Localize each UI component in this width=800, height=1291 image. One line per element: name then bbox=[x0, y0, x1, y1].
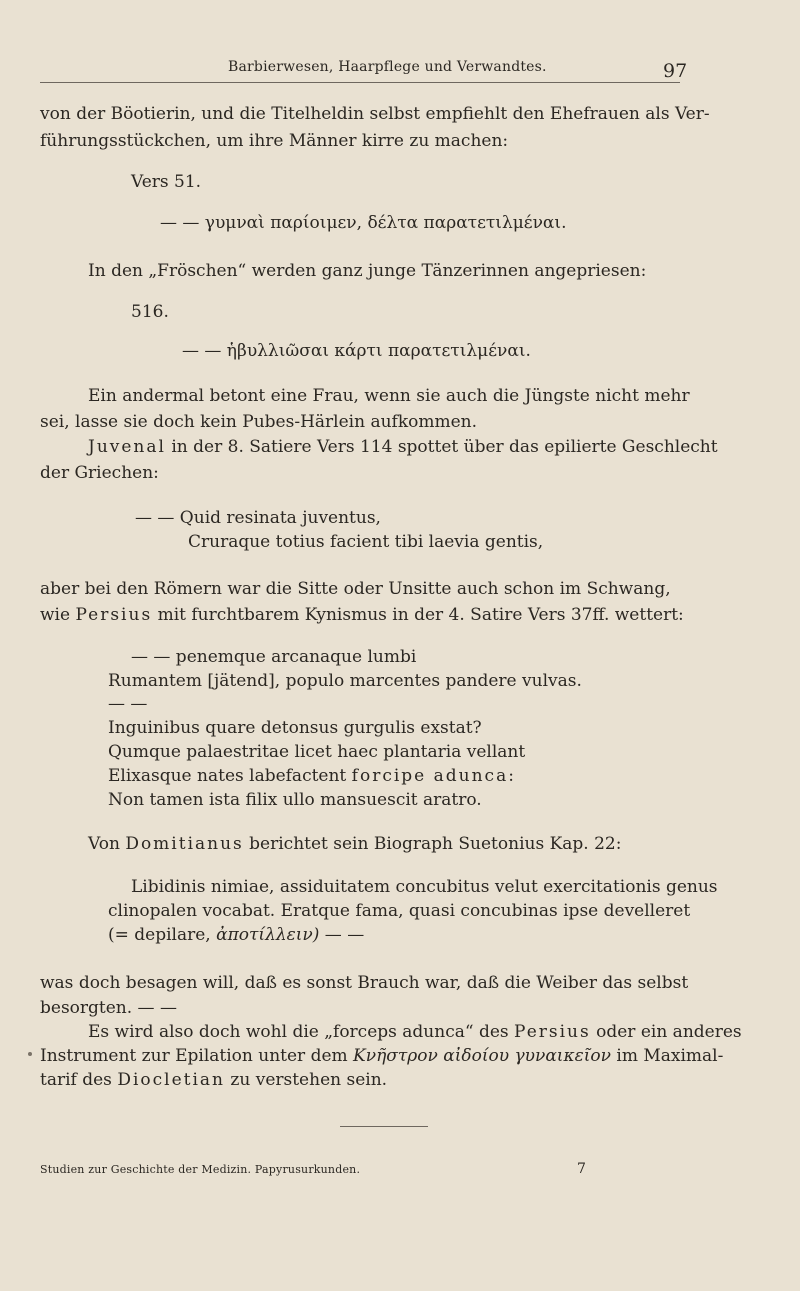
quote-3-line-1: — — Quid resinata juventus, bbox=[135, 508, 381, 528]
author-name-domitianus: Domitianus bbox=[125, 834, 244, 854]
paragraph-3-line-2: sei, lasse sie doch kein Pubes-Härlein aufkommen. bbox=[40, 412, 478, 432]
paragraph-7-line-2: besorgten. — — bbox=[40, 998, 177, 1018]
author-name-persius: Persius bbox=[75, 605, 153, 625]
margin-dot bbox=[28, 1052, 32, 1056]
footer-rule bbox=[340, 1126, 428, 1127]
paragraph-7-line-1: was doch besagen will, daß es sonst Brauch war, daß die Weiber das selbst bbox=[40, 973, 689, 993]
quote-2-reference: 516. bbox=[131, 302, 169, 322]
paragraph-8-line-1: Es wird also doch wohl die „forceps adunca“ des Persius oder ein anderes bbox=[88, 1022, 742, 1042]
quote-4-line-1: — — penemque arcanaque lumbi bbox=[131, 647, 417, 667]
paragraph-8-line-3: tarif des Diocletian zu verstehen sein. bbox=[40, 1070, 388, 1090]
author-name-persius-2: Persius bbox=[514, 1022, 591, 1042]
paragraph-8-line-2: Instrument zur Epilation unter dem Κνῆστρον αἰδοίου γυναικεῖον im Maximal- bbox=[40, 1046, 724, 1066]
quote-3-line-2: Cruraque totius facient tibi laevia gentis, bbox=[188, 532, 544, 552]
paragraph-4-line-1: Juvenal in der 8. Satiere Vers 114 spottet über das epilierte Geschlecht bbox=[88, 437, 718, 457]
quote-4-line-7: Non tamen ista filix ullo mansuescit aratro. bbox=[108, 790, 482, 810]
author-name-juvenal: Juvenal bbox=[88, 437, 166, 457]
footer-series-title: Studien zur Geschichte der Medizin. Papyrusurkunden. bbox=[40, 1163, 361, 1176]
quote-4-line-5: Qumque palaestritae licet haec plantaria vellant bbox=[108, 742, 526, 762]
quote-4-line-6: Elixasque nates labefactent forcipe adunca: bbox=[108, 766, 516, 786]
running-header: Barbierwesen, Haarpflege und Verwandtes. bbox=[228, 59, 547, 75]
author-name-diocletian: Diocletian bbox=[117, 1070, 225, 1090]
quote-4-line-2: Rumantem [jätend], populo marcentes pandere vulvas. bbox=[108, 671, 582, 691]
paragraph-4-line-2: der Griechen: bbox=[40, 463, 159, 483]
quote-4-line-3: — — bbox=[108, 694, 148, 714]
paragraph-3-line-1: Ein andermal betont eine Frau, wenn sie auch die Jüngste nicht mehr bbox=[88, 386, 690, 406]
paragraph-5-line-1: aber bei den Römern war die Sitte oder Unsitte auch schon im Schwang, bbox=[40, 579, 671, 599]
paragraph-6: Von Domitianus berichtet sein Biograph Suetonius Kap. 22: bbox=[88, 834, 622, 854]
quote-5-line-2: clinopalen vocabat. Eratque fama, quasi concubinas ipse develleret bbox=[108, 901, 691, 921]
quote-4-line-4: Inguinibus quare detonsus gurgulis exstat? bbox=[108, 718, 482, 738]
page-number: 97 bbox=[663, 60, 688, 82]
quote-2-greek: — — ἡβυλλιῶσαι κάρτι παρατετιλμέναι. bbox=[182, 341, 531, 361]
quote-1-greek: — — γυμναὶ παρίοιμεν, δέλτα παρατετιλμέναι. bbox=[160, 213, 567, 233]
paragraph-1-line-1: von der Böotierin, und die Titelheldin selbst empfiehlt den Ehefrauen als Ver- bbox=[40, 104, 710, 124]
quote-5-line-1: Libidinis nimiae, assiduitatem concubitus velut exercitationis genus bbox=[131, 877, 718, 897]
quote-5-line-3: (= depilare, ἀποτίλλειν) — — bbox=[108, 925, 365, 945]
footer-signature-mark: 7 bbox=[577, 1161, 586, 1177]
paragraph-2: In den „Fröschen“ werden ganz junge Tänzerinnen angepriesen: bbox=[88, 261, 647, 281]
quote-1-reference: Vers 51. bbox=[131, 172, 202, 192]
paragraph-5-line-2: wie Persius mit furchtbarem Kynismus in der 4. Satire Vers 37ff. wettert: bbox=[40, 605, 684, 625]
header-rule bbox=[40, 82, 680, 83]
paragraph-1-line-2: führungsstückchen, um ihre Männer kirre zu machen: bbox=[40, 131, 509, 151]
